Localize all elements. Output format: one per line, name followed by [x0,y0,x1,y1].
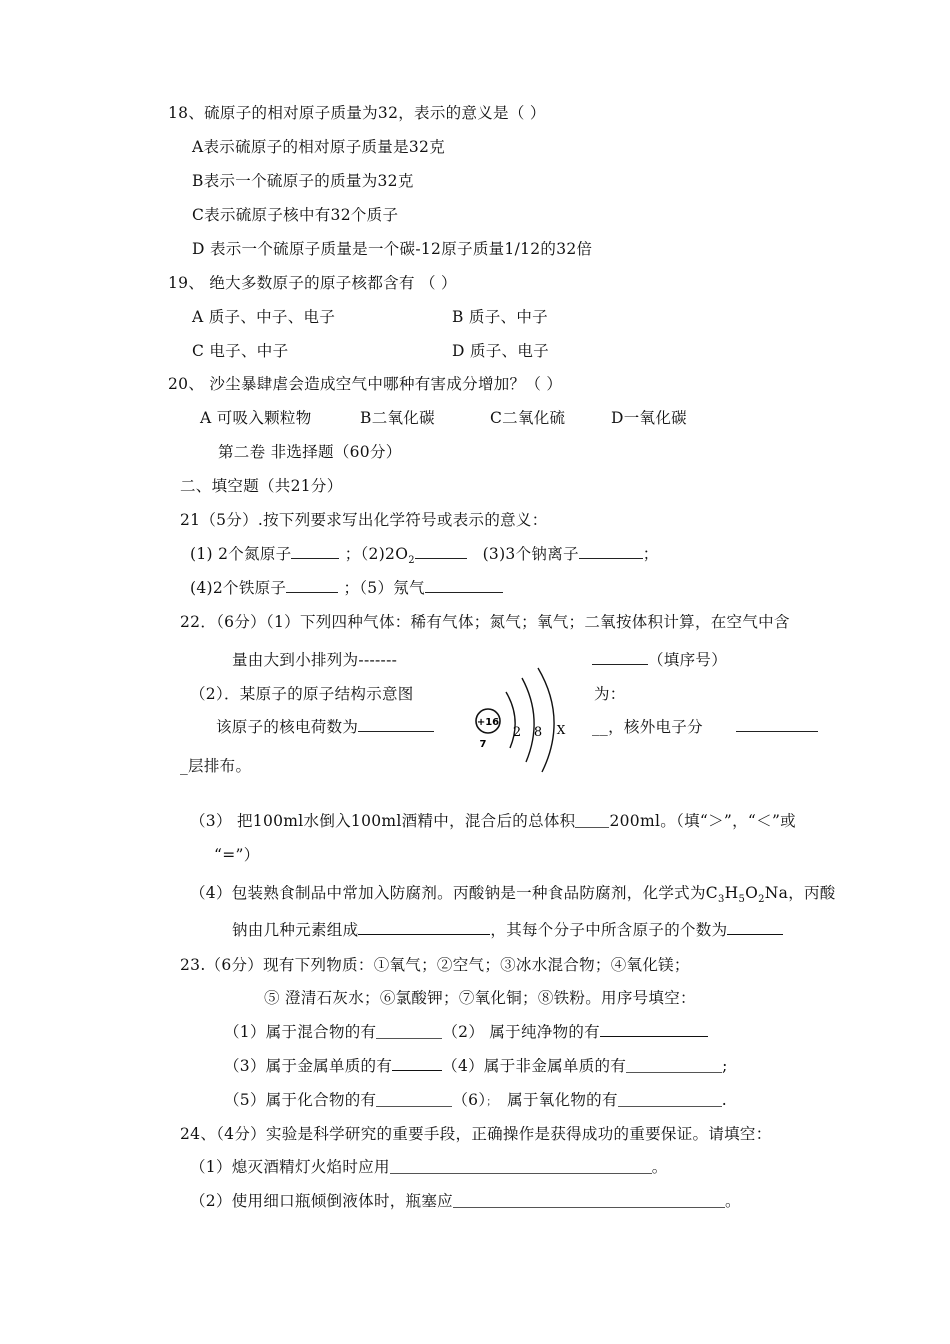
part2-title: 第二卷 非选择题（60分） [218,443,402,461]
q21-blank4[interactable] [286,578,338,593]
q20-option-c: C二氧化硫 [490,409,566,427]
q23-blank1[interactable] [376,1028,442,1039]
q22-part3-a [190,811,796,831]
formula-sub-3: 2 [758,894,765,906]
q21-stem: 21（5分）.按下列要求写出化学符号或表示的意义： [180,511,548,529]
q23-blank2[interactable] [600,1022,708,1037]
q22-part4-a [190,883,836,910]
q22-part4-end: Na，丙酸 [764,884,836,902]
q21-item4: (4)2个铁原子 [190,579,287,597]
q23-item6-label: 属于氧化物的有 [507,1091,618,1109]
q22-line2-right [592,650,727,670]
q20-option-b: B二氧化碳 [360,409,435,427]
q18-option-c: C表示硫原子核中有32个质子 [192,206,399,224]
q23-item4-end: ; [722,1057,728,1075]
q24-item1: （1）熄灭酒精灯火焰时应用 [190,1158,390,1176]
section-fill-blank-title: 二、填空题（共21分） [180,477,343,495]
q22-part4-text: （4）包装熟食制品中常加入防腐剂。丙酸钠是一种食品防腐剂，化学式为C [190,884,718,902]
q24-item2-end: 。 [724,1192,741,1210]
q18-option-d: D 表示一个硫原子质量是一个碳-12原子质量1/12的32倍 [192,240,593,258]
q21-line2 [190,578,503,598]
q23-item4: （4）属于非金属单质的有 [442,1057,627,1075]
q24-item2: （2）使用细口瓶倾倒液体时，瓶塞应 [190,1192,453,1210]
q22-part4-b [232,920,783,940]
q22-part2-d [592,717,818,737]
q22-blank6[interactable] [358,920,490,935]
q22-stem: 22．（6分）（1）下列四种气体：稀有气体；氮气；氧气；二氧按体积计算，在空气中含 [180,613,790,631]
q22-part4-c-text: ，其每个分子中所含原子的个数为 [490,921,728,939]
q22-blank4[interactable] [736,717,818,732]
q23-blank5[interactable] [376,1096,452,1107]
formula-sub-2: 5 [738,894,746,906]
q22-part2-c-text: 该原子的核电荷数为 [216,718,359,736]
q23-item6-end: . [721,1091,728,1109]
q22-line2-text: 量由大到小排列为 [232,651,359,669]
q21-item5: ；（5）氖气 [343,579,425,597]
q19-option-d: D 质子、电子 [452,342,549,360]
atom-nucleus-label: +16 [476,717,500,728]
formula-o: O [745,884,759,902]
q24-blank2[interactable] [453,1197,725,1208]
q20-option-a: A 可吸入颗粒物 [200,409,312,427]
q22-part3-text: （3） 把100ml水倒入100ml酒精中，混合后的总体积 [190,812,576,830]
q18-stem: 18、硫原子的相对原子质量为32，表示的意义是（ ） [168,104,546,122]
atom-shell-2-electrons: 8 [533,725,543,740]
q21-blank2[interactable] [415,544,467,559]
q19-option-c: C 电子、中子 [192,342,289,360]
q23-item1: （1）属于混合物的有 [224,1023,377,1041]
q22-part2-e: _层排布。 [180,757,252,775]
q23-item6-sep: ； [486,1097,497,1108]
q23-row1 [224,1022,708,1042]
atom-structure-diagram [470,664,580,774]
q23-row3 [224,1090,727,1113]
q23-item6: （6） [452,1091,487,1109]
q18-option-b: B表示一个硫原子的质量为32克 [192,172,414,190]
atom-shell-1-electrons: 2 [512,725,522,740]
q21-blank5[interactable] [425,578,503,593]
q21-item1: (1) 2个氮原子 [190,545,292,563]
q22-line2 [232,650,397,670]
q22-blank5[interactable] [575,817,609,828]
q22-blank1-dashes[interactable]: ------- [358,651,398,669]
formula-sub-1: 3 [717,894,725,906]
q22-part2-b: 为： [594,685,626,703]
q24-stem: 24、（4分）实验是科学研究的重要手段，正确操作是获得成功的重要保证。请填空： [180,1125,772,1143]
q20-stem: 20、 沙尘暴肆虐会造成空气中哪种有害成分增加？（ ） [168,375,563,393]
q22-blank7[interactable] [727,920,783,935]
q24-item1-end: 。 [651,1158,668,1176]
q23-blank3[interactable] [392,1056,442,1071]
q22-part2-d-text: __，核外电子分 [592,718,703,736]
formula-h: H [724,884,739,902]
atom-shell-arc-2 [522,678,534,762]
q23-row2 [224,1056,728,1076]
q19-option-b: B 质子、中子 [452,308,548,326]
q23-item5: （5）属于化合物的有 [224,1091,377,1109]
q22-blank2[interactable] [592,650,648,665]
q24-row1 [190,1157,668,1177]
q21-item2: ；（2)2O [344,545,409,563]
q19-stem: 19、 绝大多数原子的原子核都含有 （ ） [168,274,457,292]
q23-item2: （2） 属于纯净物的有 [442,1023,600,1041]
q22-part2-c [216,717,434,737]
q21-line1 [190,544,659,571]
q22-part3-b: 200ml。（填“＞”，“＜”或 [609,812,796,830]
atom-shell-arc-3 [538,668,554,772]
q21-item3: (3)3个钠离子 [482,545,579,563]
q19-option-a: A 质子、中子、电子 [192,308,336,326]
q21-blank1[interactable] [291,544,339,559]
q22-part3-c: “=”） [214,846,260,864]
q21-blank3[interactable] [579,544,643,559]
q23-blank4[interactable] [626,1062,722,1073]
q23-stem: 23.（6分）现有下列物质：①氧气；②空气；③冰水混合物；④氧化镁； [180,956,690,974]
q23-blank6[interactable] [618,1096,722,1107]
q24-row2 [190,1191,741,1211]
q22-line2-end: （填序号） [648,651,728,669]
q21-item2-subscript: 2 [408,555,415,567]
atom-extra-label: 7 [479,739,487,750]
q21-item3-end: ； [642,545,659,563]
q22-part2-a: （2）．某原子的原子结构示意图 [190,685,414,703]
q22-blank3[interactable] [358,717,434,732]
atom-shell-3-electrons: X [556,723,566,737]
q18-option-a: A表示硫原子的相对原子质量是32克 [192,138,446,156]
q22-part4-b-text: 钠由几种元素组成 [232,921,359,939]
q24-blank1[interactable] [390,1163,652,1174]
q23-line2: ⑤ 澄清石灰水；⑥氯酸钾；⑦氧化铜；⑧铁粉。用序号填空： [264,989,696,1007]
q23-item3: （3）属于金属单质的有 [224,1057,393,1075]
q20-option-d: D一氧化碳 [611,409,687,427]
